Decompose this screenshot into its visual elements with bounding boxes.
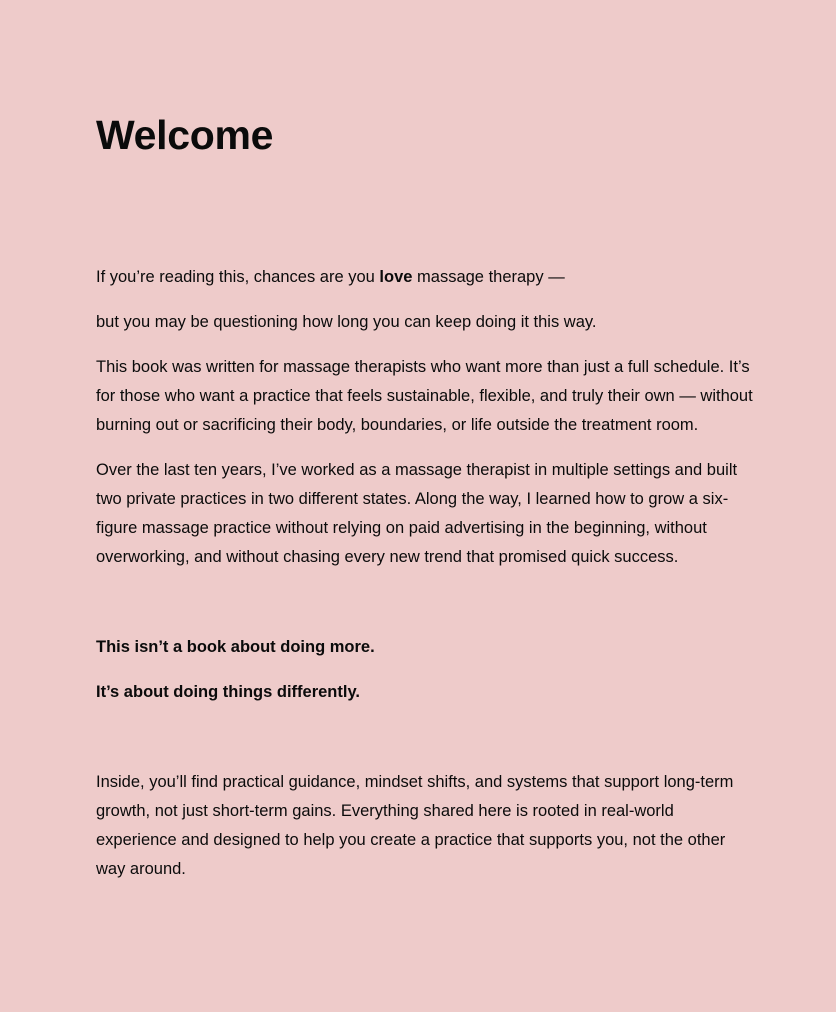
document-body <box>96 263 756 884</box>
intro-emphasis: love <box>379 268 413 286</box>
page-title: Welcome <box>96 112 274 158</box>
intro-paragraph <box>96 263 756 292</box>
bold-statement-2: It’s about doing things differently. <box>96 683 360 701</box>
intro-text-end: massage therapy — <box>412 268 565 286</box>
question-paragraph: but you may be questioning how long you can keep doing it this way. <box>96 313 597 331</box>
bold-statement-1: This isn’t a book about doing more. <box>96 638 375 656</box>
audience-paragraph: This book was written for massage therapists who want more than just a full schedule. It’s for those who want a practice that feels sustainable, flexible, and truly their own — without burning out or sacrificing their body, boundaries, or life outside the treatment room. <box>96 358 753 434</box>
intro-text-start: If you’re reading this, chances are you <box>96 268 380 286</box>
author-experience-paragraph: Over the last ten years, I’ve worked as a massage therapist in multiple settings and built two private practices in two different states. Along the way, I learned how to grow a six-figure massage practice without relying on paid advertising in the beginning, without overworking, and without chasing every new trend that promised quick success. <box>96 461 738 566</box>
inside-paragraph: Inside, you’ll find practical guidance, mindset shifts, and systems that support long-term growth, not just short-term gains. Everything shared here is rooted in real-world experience and designed to help you create a practice that supports you, not the other way around. <box>96 773 734 878</box>
